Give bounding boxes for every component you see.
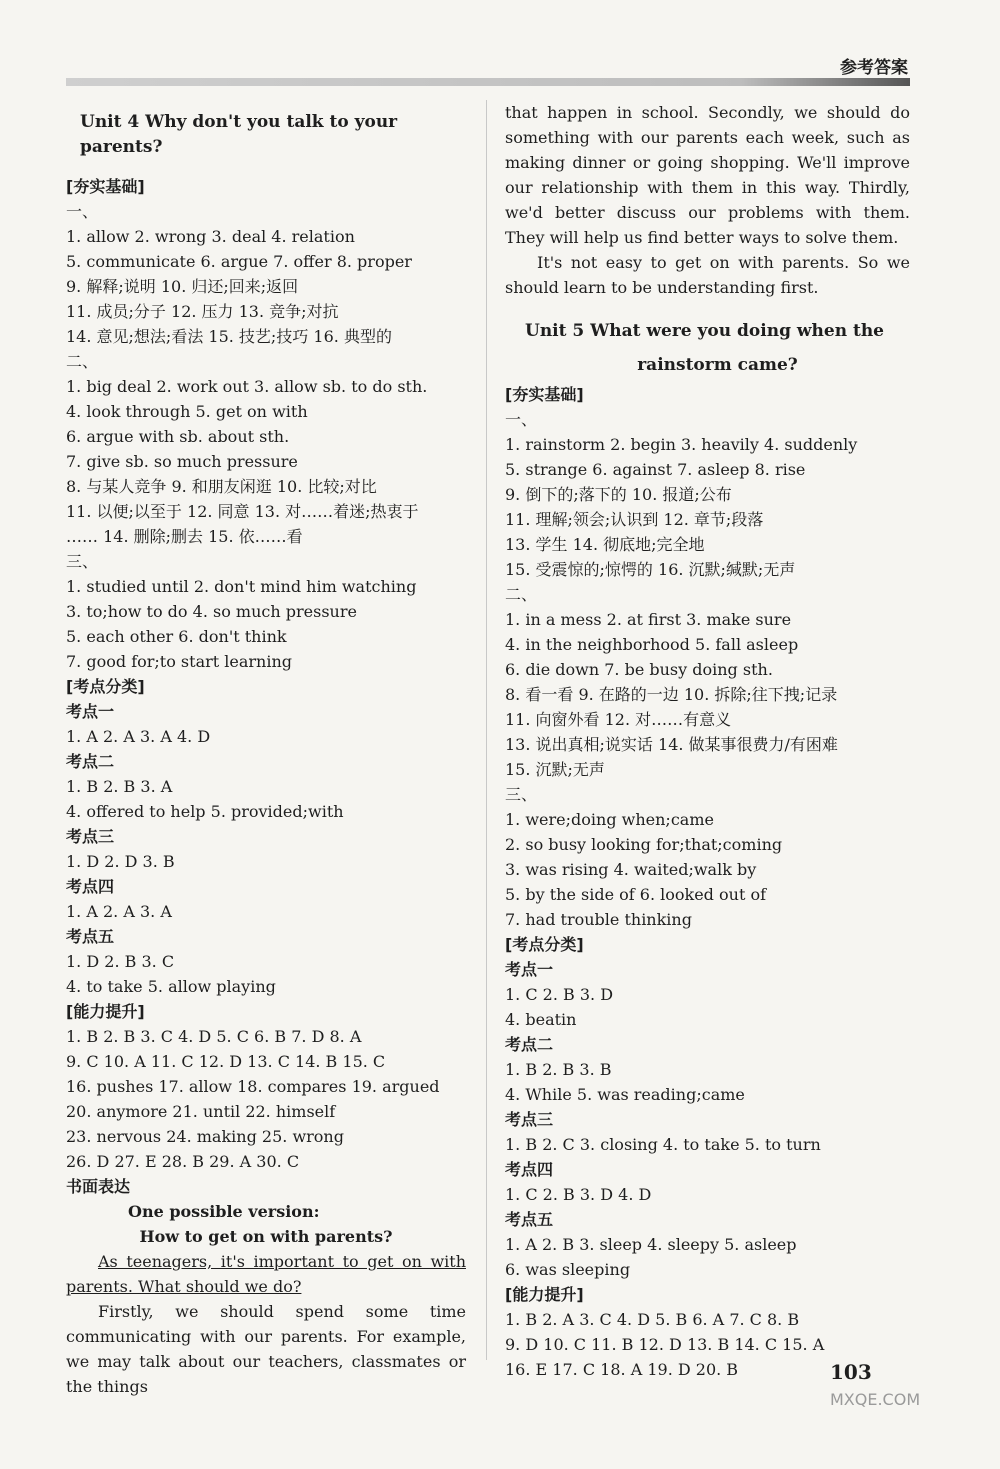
- answer-row: 14. 意见;想法;看法 15. 技艺;技巧 16. 典型的: [66, 327, 392, 346]
- answer-row: 16. pushes 17. allow 18. compares 19. argued: [66, 1077, 440, 1096]
- unit5-section-basics: [夯实基础]: [505, 385, 584, 404]
- answer-row: 1. rainstorm 2. begin 3. heavily 4. suddenly: [505, 435, 858, 454]
- unit4-kd3-label: 考点三: [66, 827, 115, 846]
- answer-row: 11. 以便;以至于 12. 同意 13. 对……着迷;热衷于: [66, 502, 419, 521]
- answer-row: 8. 与某人竞争 9. 和朋友闲逛 10. 比较;对比: [66, 477, 377, 496]
- essay-paragraph-1: As teenagers, it's important to get on with parents. What should we do?: [66, 1252, 466, 1296]
- right-column: [505, 100, 910, 1382]
- unit4-kd1-answers: [66, 724, 466, 749]
- essay-paragraph-2: Firstly, we should spend some time communicating with our parents. For example, we may talk about our teachers, classmates or the things: [66, 1302, 466, 1396]
- unit5-kd3-label: 考点三: [505, 1110, 554, 1129]
- essay-title: How to get on with parents?: [139, 1227, 393, 1246]
- answer-row: 1. studied until 2. don't mind him watching: [66, 577, 417, 596]
- answer-row: 5. communicate 6. argue 7. offer 8. proper: [66, 252, 412, 271]
- answer-row: 8. 看一看 9. 在路的一边 10. 拆除;往下拽;记录: [505, 685, 838, 704]
- unit5-title-line1: Unit 5 What were you doing when the: [525, 321, 885, 341]
- answer-row: 1. A 2. A 3. A: [66, 902, 172, 921]
- answer-row: 1. A 2. B 3. sleep 4. sleepy 5. asleep: [505, 1235, 797, 1254]
- unit5-section-ability: [能力提升]: [505, 1285, 584, 1304]
- answer-row: 1. were;doing when;came: [505, 810, 714, 829]
- answer-row: 4. While 5. was reading;came: [505, 1085, 745, 1104]
- answer-row: 7. give sb. so much pressure: [66, 452, 298, 471]
- answer-row: 5. by the side of 6. looked out of: [505, 885, 767, 904]
- answer-row: 1. B 2. B 3. B: [505, 1060, 612, 1079]
- essay-version-label: One possible version:: [128, 1202, 320, 1221]
- answer-row: 15. 受震惊的;惊愕的 16. 沉默;缄默;无声: [505, 560, 796, 579]
- answer-row: 9. C 10. A 11. C 12. D 13. C 14. B 15. C: [66, 1052, 386, 1071]
- answer-row: 1. B 2. B 3. A: [66, 777, 173, 796]
- page-number: 103: [830, 1360, 872, 1384]
- essay-paragraph-3: It's not easy to get on with parents. So we should learn to be understanding first.: [505, 253, 910, 297]
- answer-row: 4. look through 5. get on with: [66, 402, 308, 421]
- answer-row: 7. good for;to start learning: [66, 652, 293, 671]
- unit4-kd4-label: 考点四: [66, 877, 115, 896]
- answer-row: 1. C 2. B 3. D 4. D: [505, 1185, 652, 1204]
- unit5-kd1-label: 考点一: [505, 960, 554, 979]
- answer-row: 5. strange 6. against 7. asleep 8. rise: [505, 460, 806, 479]
- unit4-writing-label: 书面表达: [66, 1177, 131, 1196]
- answer-row: 3. to;how to do 4. so much pressure: [66, 602, 357, 621]
- answer-row: 26. D 27. E 28. B 29. A 30. C: [66, 1152, 300, 1171]
- answer-row: 4. offered to help 5. provided;with: [66, 802, 344, 821]
- unit5-kd1-answers: [505, 982, 910, 1032]
- answer-row: 11. 理解;领会;认识到 12. 章节;段落: [505, 510, 764, 529]
- unit5-part1-answers: [505, 432, 910, 582]
- answer-row: 11. 向窗外看 12. 对……有意义: [505, 710, 732, 729]
- unit5-title: [525, 314, 910, 382]
- unit4-kd2-answers: [66, 774, 466, 824]
- unit4-part1-answers: [66, 224, 466, 349]
- answer-row: 9. 倒下的;落下的 10. 报道;公布: [505, 485, 732, 504]
- answer-row: 1. B 2. B 3. C 4. D 5. C 6. B 7. D 8. A: [66, 1027, 362, 1046]
- answer-row: 16. E 17. C 18. A 19. D 20. B: [505, 1360, 739, 1379]
- unit5-kd2-label: 考点二: [505, 1035, 554, 1054]
- answer-row: 1. B 2. A 3. C 4. D 5. B 6. A 7. C 8. B: [505, 1310, 800, 1329]
- unit5-kd4-answers: [505, 1182, 910, 1207]
- answer-row: 9. 解释;说明 10. 归还;回来;返回: [66, 277, 299, 296]
- unit5-kd5-label: 考点五: [505, 1210, 554, 1229]
- answer-row: 4. to take 5. allow playing: [66, 977, 276, 996]
- answer-row: 5. each other 6. don't think: [66, 627, 287, 646]
- answer-row: 1. big deal 2. work out 3. allow sb. to do sth.: [66, 377, 428, 396]
- answer-row: 20. anymore 21. until 22. himself: [66, 1102, 336, 1121]
- answer-row: 1. C 2. B 3. D: [505, 985, 614, 1004]
- answer-row: 6. was sleeping: [505, 1260, 631, 1279]
- answer-row: 3. was rising 4. waited;walk by: [505, 860, 757, 879]
- unit4-kd3-answers: [66, 849, 466, 874]
- unit4-part3-label: 三、: [66, 552, 99, 571]
- unit5-kd2-answers: [505, 1057, 910, 1107]
- answer-row: 1. D 2. D 3. B: [66, 852, 175, 871]
- unit5-part2-label: 二、: [505, 585, 538, 604]
- unit5-title-line2: rainstorm came?: [637, 355, 798, 375]
- unit4-kd5-answers: [66, 949, 466, 999]
- column-divider: [486, 100, 487, 1360]
- answer-row: 13. 说出真相;说实话 14. 做某事很费力/有困难: [505, 735, 838, 754]
- unit4-kd4-answers: [66, 899, 466, 924]
- answer-row: 1. in a mess 2. at first 3. make sure: [505, 610, 792, 629]
- unit5-part3-answers: [505, 807, 910, 932]
- left-column: [66, 100, 466, 1399]
- answer-row: 1. B 2. C 3. closing 4. to take 5. to turn: [505, 1135, 821, 1154]
- unit5-kd4-label: 考点四: [505, 1160, 554, 1179]
- unit4-part2-answers: [66, 374, 466, 549]
- answer-row: 2. so busy looking for;that;coming: [505, 835, 783, 854]
- answer-row: 13. 学生 14. 彻底地;完全地: [505, 535, 705, 554]
- unit4-part3-answers: [66, 574, 466, 674]
- answer-row: …… 14. 删除;删去 15. 依……看: [66, 527, 303, 546]
- unit5-part1-label: 一、: [505, 410, 538, 429]
- unit5-part2-answers: [505, 607, 910, 782]
- unit4-kd1-label: 考点一: [66, 702, 115, 721]
- essay-paragraph-2-continued: that happen in school. Secondly, we should do something with our parents each week, such as making dinner or going shopping. We'll improve our relationship with them in this way. Thirdly, we'd better discuss our problems with them. They will help us find better ways to solve them.: [505, 103, 910, 247]
- answer-row: 23. nervous 24. making 25. wrong: [66, 1127, 344, 1146]
- answer-row: 1. allow 2. wrong 3. deal 4. relation: [66, 227, 355, 246]
- unit4-section-ability: [能力提升]: [66, 1002, 145, 1021]
- answer-row: 11. 成员;分子 12. 压力 13. 竞争;对抗: [66, 302, 339, 321]
- unit4-part2-label: 二、: [66, 352, 99, 371]
- answer-row: 1. D 2. B 3. C: [66, 952, 175, 971]
- unit4-title: Unit 4 Why don't you talk to your parents?: [80, 112, 398, 157]
- answer-row: 7. had trouble thinking: [505, 910, 692, 929]
- answer-row: 6. die down 7. be busy doing sth.: [505, 660, 773, 679]
- unit4-section-points: [考点分类]: [66, 677, 145, 696]
- answer-row: 4. in the neighborhood 5. fall asleep: [505, 635, 799, 654]
- watermark: MXQE.COM: [830, 1390, 921, 1409]
- unit4-section-basics: [夯实基础]: [66, 177, 145, 196]
- unit5-section-points: [考点分类]: [505, 935, 584, 954]
- unit4-ability-answers: [66, 1024, 466, 1174]
- answer-row: 4. beatin: [505, 1010, 577, 1029]
- answer-row: 1. A 2. A 3. A 4. D: [66, 727, 211, 746]
- answer-row: 9. D 10. C 11. B 12. D 13. B 14. C 15. A: [505, 1335, 825, 1354]
- header-label: 参考答案: [840, 58, 908, 78]
- unit4-kd2-label: 考点二: [66, 752, 115, 771]
- answer-row: 15. 沉默;无声: [505, 760, 605, 779]
- unit4-kd5-label: 考点五: [66, 927, 115, 946]
- header-rule: [66, 78, 910, 86]
- unit5-kd5-answers: [505, 1232, 910, 1282]
- unit4-part1-label: 一、: [66, 202, 99, 221]
- unit5-kd3-answers: [505, 1132, 910, 1157]
- answer-row: 6. argue with sb. about sth.: [66, 427, 290, 446]
- unit5-part3-label: 三、: [505, 785, 538, 804]
